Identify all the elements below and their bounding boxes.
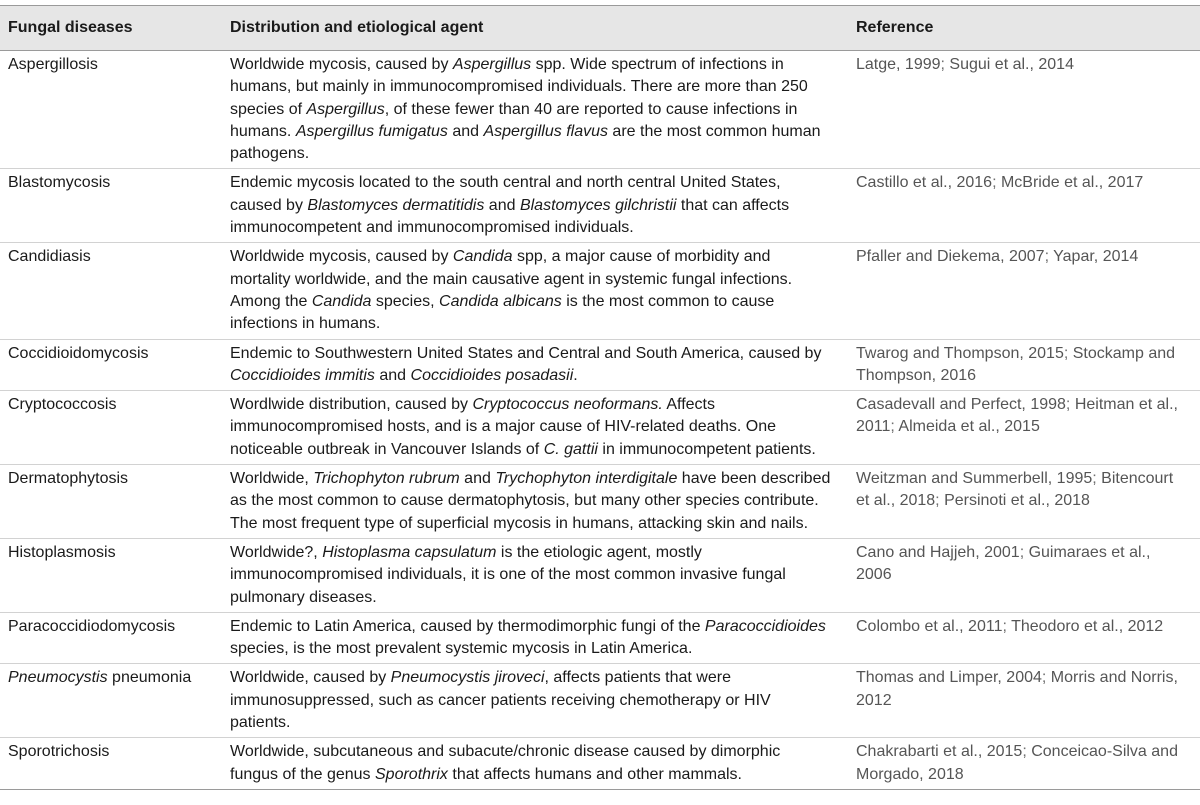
reference-citation: Guimaraes et al., 2006 [856, 543, 1151, 584]
distribution-cell-text: Trychophyton interdigitale [495, 470, 678, 488]
reference-citation: Cano and Hajjeh, 2001 [856, 543, 1020, 561]
distribution-cell-text: and [447, 122, 484, 140]
reference-citation: Pfaller and Diekema, 2007 [856, 248, 1045, 266]
disease-cell-text: pneumonia [107, 669, 192, 687]
distribution-cell [222, 738, 848, 790]
table-row [0, 391, 1200, 465]
reference-separator: ; [1063, 344, 1073, 362]
table-header [0, 6, 1200, 51]
reference-cell [848, 391, 1200, 465]
distribution-cell-text: have been described as the most common to cause dermatophytosis, but many other species contribute. The most frequent type of superficial mycosis in humans, attacking skin and nails. [230, 470, 831, 532]
reference-citation: Sugui et al., 2014 [949, 56, 1074, 73]
distribution-cell-text: , affects patients that were immunosuppressed, such as cancer patients receiving chemotherapy or HIV patients. [230, 669, 771, 732]
disease-cell-text: Histoplasmosis [8, 543, 116, 561]
distribution-cell-text: Worldwide?, [230, 543, 323, 561]
distribution-cell-text: Histoplasma capsulatum [322, 543, 497, 561]
reference-citation: Stockamp and Thompson, 2016 [856, 344, 1176, 384]
distribution-cell [222, 391, 848, 465]
reference-cell [848, 51, 1200, 169]
table-row [0, 51, 1200, 169]
reference-citation: Conceicao-Silva and Morgado, 2018 [856, 743, 1178, 783]
reference-separator: ; [935, 492, 945, 510]
distribution-cell-text: Endemic to Latin America, caused by thermodimorphic fungi of the [230, 617, 705, 635]
reference-separator: ; [1002, 617, 1012, 635]
reference-citation: Weitzman and Summerbell, 1995 [856, 470, 1093, 488]
reference-cell [848, 612, 1200, 664]
distribution-cell-text: and [484, 196, 520, 214]
reference-citation: Thomas and Limper, 2004 [856, 669, 1042, 687]
distribution-cell-text: Aspergillus flavus [483, 122, 608, 140]
reference-cell [848, 169, 1200, 243]
distribution-cell [222, 243, 848, 339]
distribution-cell-text: Worldwide, caused by [230, 669, 391, 687]
disease-cell-text: Coccidioidomycosis [8, 344, 149, 362]
reference-cell [848, 339, 1200, 391]
distribution-cell [222, 465, 848, 539]
reference-citation: Casadevall and Perfect, 1998 [856, 396, 1066, 414]
distribution-cell-text: and [374, 366, 411, 384]
table-row [0, 538, 1200, 612]
distribution-cell-text: Coccidioides posadasii [410, 366, 574, 384]
table-row [0, 339, 1200, 391]
reference-cell [848, 538, 1200, 612]
disease-cell [0, 51, 222, 169]
distribution-cell-text: Trichophyton rubrum [313, 470, 460, 488]
disease-cell-text: Aspergillosis [8, 56, 98, 73]
reference-separator: ; [1092, 470, 1102, 488]
reference-cell [848, 664, 1200, 738]
reference-citation: Twarog and Thompson, 2015 [856, 344, 1064, 362]
distribution-cell-text: Worldwide mycosis, caused by [230, 248, 453, 266]
distribution-cell-text: Pneumocystis jiroveci [390, 669, 545, 687]
disease-cell-text: Sporotrichosis [8, 743, 110, 761]
table-body [0, 51, 1200, 790]
reference-separator: ; [1041, 669, 1051, 687]
distribution-cell-text: Worldwide, [230, 470, 314, 488]
distribution-cell-text: Aspergillus [452, 56, 532, 73]
distribution-cell-text: species, is the most prevalent systemic mycosis in Latin America. [230, 640, 693, 658]
distribution-cell-text: Endemic mycosis located to the south central and north central United States, caused by [230, 174, 781, 214]
reference-cell [848, 243, 1200, 339]
disease-cell-text: Pneumocystis [8, 669, 108, 687]
header-fungal-diseases: Fungal diseases [0, 6, 222, 51]
disease-cell [0, 664, 222, 738]
distribution-cell-text: Sporothrix [375, 765, 448, 783]
distribution-cell-text: Coccidioides immitis [230, 366, 375, 384]
reference-citation: Heitman et al., 2011 [856, 396, 1178, 436]
distribution-cell-text: that can affects immunocompetent and immunocompromised individuals. [230, 196, 790, 237]
distribution-cell [222, 51, 848, 169]
distribution-cell [222, 169, 848, 243]
header-reference: Reference [848, 6, 1200, 51]
disease-cell [0, 391, 222, 465]
distribution-cell-text: Aspergillus [306, 100, 385, 118]
reference-separator: ; [1044, 248, 1054, 266]
distribution-cell-text: spp. Wide spectrum of infections in humans, but mainly in immunocompromised individuals. There are more than 250 species of [230, 56, 808, 118]
table-row [0, 612, 1200, 664]
distribution-cell [222, 339, 848, 391]
reference-separator: ; [940, 56, 950, 73]
distribution-cell-text: . [573, 366, 578, 384]
reference-citation: McBride et al., 2017 [1000, 174, 1144, 192]
header-distribution: Distribution and etiological agent [222, 6, 848, 51]
disease-cell [0, 169, 222, 243]
reference-citation: Morris and Norris, 2012 [856, 669, 1178, 709]
distribution-cell-text: C. gattii [543, 440, 598, 458]
disease-cell [0, 612, 222, 664]
reference-citation: Chakrabarti et al., 2015 [856, 743, 1023, 761]
reference-separator: ; [1019, 543, 1029, 561]
distribution-cell-text: Candida [311, 292, 372, 310]
distribution-cell-text: Worldwide mycosis, caused by [230, 56, 453, 73]
reference-citation: Latge, 1999 [856, 56, 941, 73]
disease-cell [0, 243, 222, 339]
distribution-cell-text: that affects humans and other mammals. [447, 765, 742, 783]
reference-separator: ; [992, 174, 1001, 192]
disease-cell-text: Dermatophytosis [8, 470, 129, 488]
distribution-cell-text: Affects immunocompromised hosts, and is a major cause of HIV-related deaths. One noticeable outbreak in Vancouver Islands of [230, 396, 777, 458]
distribution-cell-text: in immunocompetent patients. [597, 440, 816, 458]
header-row [0, 6, 1200, 51]
distribution-cell [222, 538, 848, 612]
reference-citation: Colombo et al., 2011 [856, 617, 1003, 635]
disease-cell [0, 738, 222, 790]
distribution-cell-text: Endemic to Southwestern United States and Central and South America, caused by [230, 344, 822, 362]
reference-citation: Castillo et al., 2016 [856, 174, 993, 192]
distribution-cell-text: spp, a major cause of morbidity and mortality worldwide, and the main causative agent in systemic fungal infections. Among the [230, 248, 793, 310]
distribution-cell-text: Blastomyces dermatitidis [307, 196, 485, 214]
table-row [0, 169, 1200, 243]
reference-citation: Theodoro et al., 2012 [1011, 617, 1164, 635]
distribution-cell-text: Paracoccidioides [704, 617, 826, 635]
distribution-cell-text: and [459, 470, 496, 488]
distribution-cell [222, 664, 848, 738]
distribution-cell-text: Wordlwide distribution, caused by [230, 396, 473, 414]
disease-cell-text: Paracoccidiodomycosis [8, 617, 176, 635]
reference-cell [848, 738, 1200, 790]
reference-citation: Almeida et al., 2015 [898, 418, 1040, 436]
table-row [0, 738, 1200, 790]
distribution-cell-text: , of these fewer than 40 are reported to cause infections in humans. [230, 100, 798, 140]
reference-citation: Yapar, 2014 [1053, 248, 1139, 266]
disease-cell-text: Blastomycosis [8, 174, 111, 192]
fungal-diseases-table [0, 5, 1200, 790]
reference-cell [848, 465, 1200, 539]
distribution-cell-text: is the most common to cause infections in humans. [230, 292, 775, 333]
disease-cell [0, 538, 222, 612]
reference-separator: ; [1022, 743, 1032, 761]
distribution-cell-text: Candida [452, 248, 513, 266]
disease-cell [0, 465, 222, 539]
distribution-cell-text: Cryptococcus neoformans. [472, 396, 663, 414]
distribution-cell [222, 612, 848, 664]
table-row [0, 664, 1200, 738]
distribution-cell-text: Aspergillus fumigatus [295, 122, 448, 140]
distribution-cell-text: Blastomyces gilchristii [519, 196, 677, 214]
distribution-cell-text: Candida albicans [439, 292, 562, 310]
disease-cell [0, 339, 222, 391]
reference-citation: Bitencourt et al., 2018 [856, 470, 1174, 510]
disease-cell-text: Candidiasis [8, 248, 91, 266]
distribution-cell-text: is the etiologic agent, mostly immunocompromised individuals, it is one of the most common invasive fungal pulmonary diseases. [230, 543, 786, 606]
table-row [0, 243, 1200, 339]
table-row [0, 465, 1200, 539]
distribution-cell-text: Worldwide, subcutaneous and subacute/chronic disease caused by dimorphic fungus of the genus [230, 743, 781, 783]
disease-cell-text: Cryptococcosis [8, 396, 117, 414]
distribution-cell-text: are the most common human pathogens. [230, 122, 821, 163]
distribution-cell-text: species, [371, 292, 440, 310]
reference-separator: ; [890, 418, 899, 436]
reference-separator: ; [1065, 396, 1075, 414]
reference-citation: Persinoti et al., 2018 [944, 492, 1090, 510]
